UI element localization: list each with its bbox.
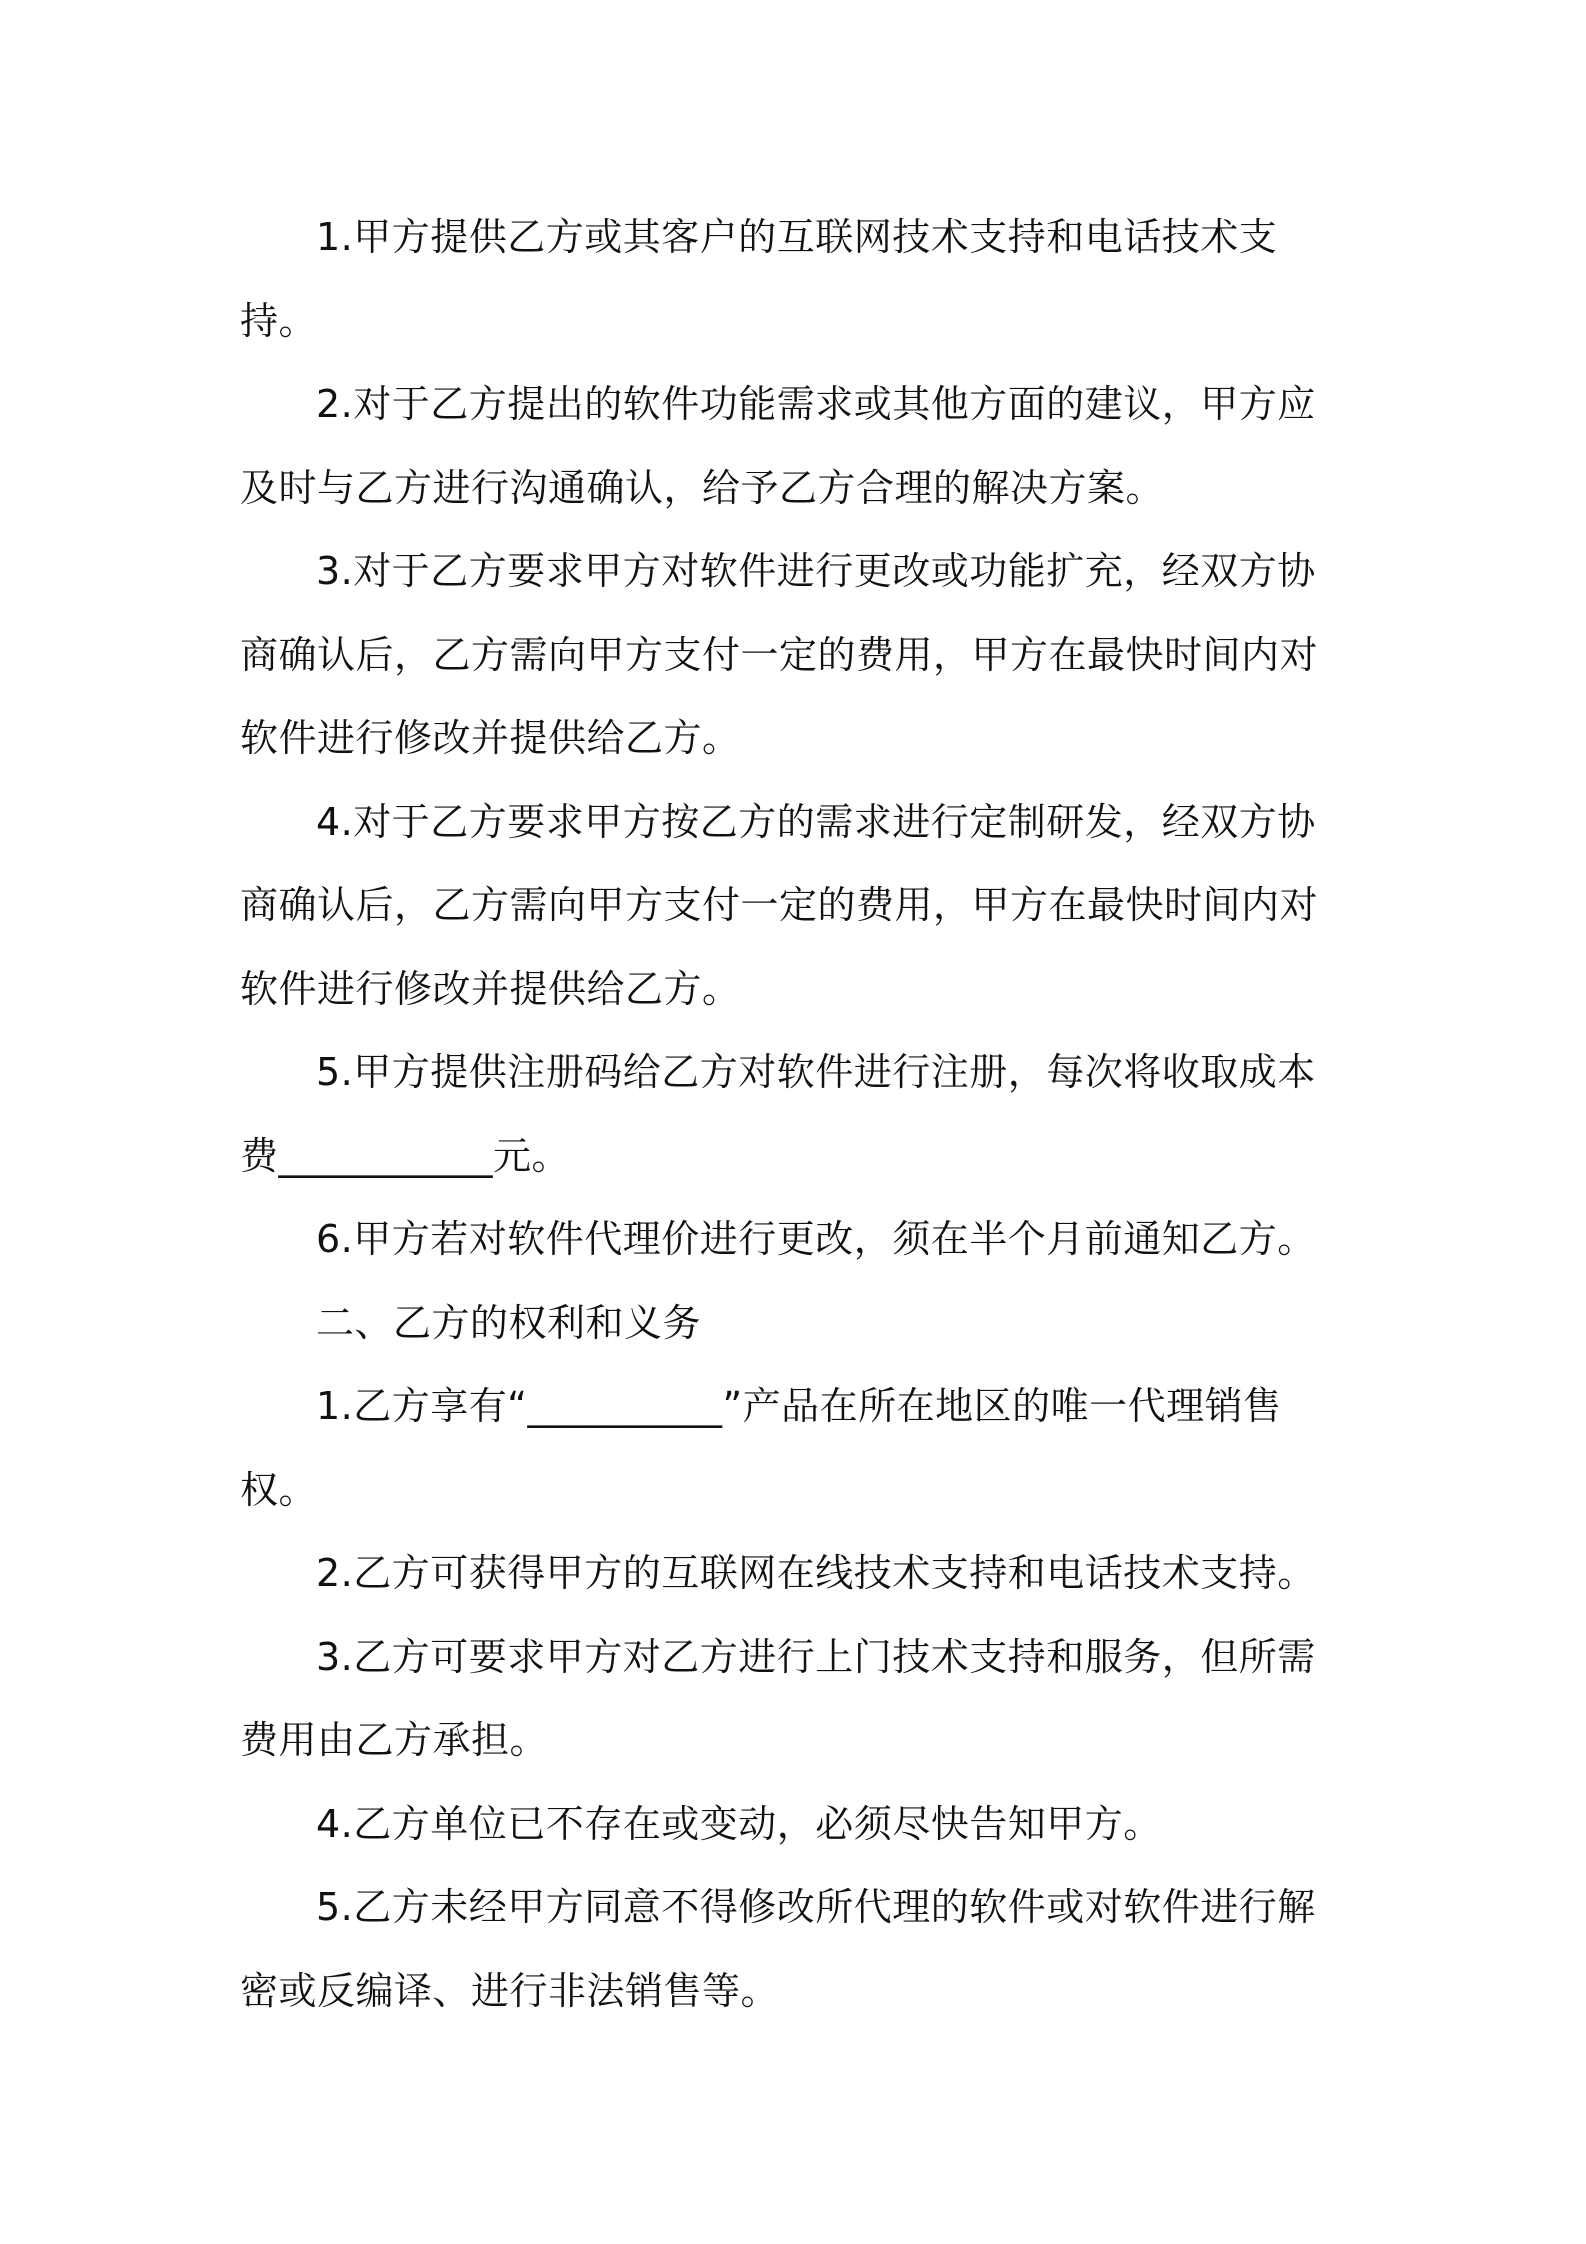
section-heading-party-b: 二、乙方的权利和义务: [316, 1300, 702, 1345]
paragraph-party-a-2: 2.对于乙方提出的软件功能需求或其他方面的建议，甲方应及时与乙方进行沟通确认，给予乙方合理的解决方案。: [240, 382, 1316, 510]
paragraph-party-b-1: 1.乙方享有“__________”产品在所在地区的唯一代理销售权。: [240, 1384, 1282, 1512]
paragraph-party-b-2: 2.乙方可获得甲方的互联网在线技术支持和电话技术支持。: [316, 1551, 1316, 1595]
paragraph-party-a-5: 5.甲方提供注册码给乙方对软件进行注册，每次将收取成本费___________元。: [240, 1050, 1316, 1178]
paragraph-party-a-3: 3.对于乙方要求甲方对软件进行更改或功能扩充，经双方协商确认后，乙方需向甲方支付一定的费用，甲方在最快时间内对软件进行修改并提供给乙方。: [240, 549, 1319, 760]
paragraph-party-b-5: 5.乙方未经甲方同意不得修改所代理的软件或对软件进行解密或反编译、进行非法销售等。: [240, 1885, 1316, 2013]
paragraph-party-b-3: 3.乙方可要求甲方对乙方进行上门技术支持和服务，但所需费用由乙方承担。: [240, 1634, 1316, 1762]
paragraph-party-b-4: 4.乙方单位已不存在或变动，必须尽快告知甲方。: [316, 1801, 1162, 1846]
document-body: [240, 196, 1354, 2033]
paragraph-party-a-1: 1.甲方提供乙方或其客户的互联网技术支持和电话技术支持。: [240, 215, 1278, 343]
paragraph-party-a-6: 6.甲方若对软件代理价进行更改，须在半个月前通知乙方。: [316, 1217, 1316, 1261]
paragraph-party-a-4: 4.对于乙方要求甲方按乙方的需求进行定制研发，经双方协商确认后，乙方需向甲方支付一定的费用，甲方在最快时间内对软件进行修改并提供给乙方。: [240, 799, 1319, 1011]
